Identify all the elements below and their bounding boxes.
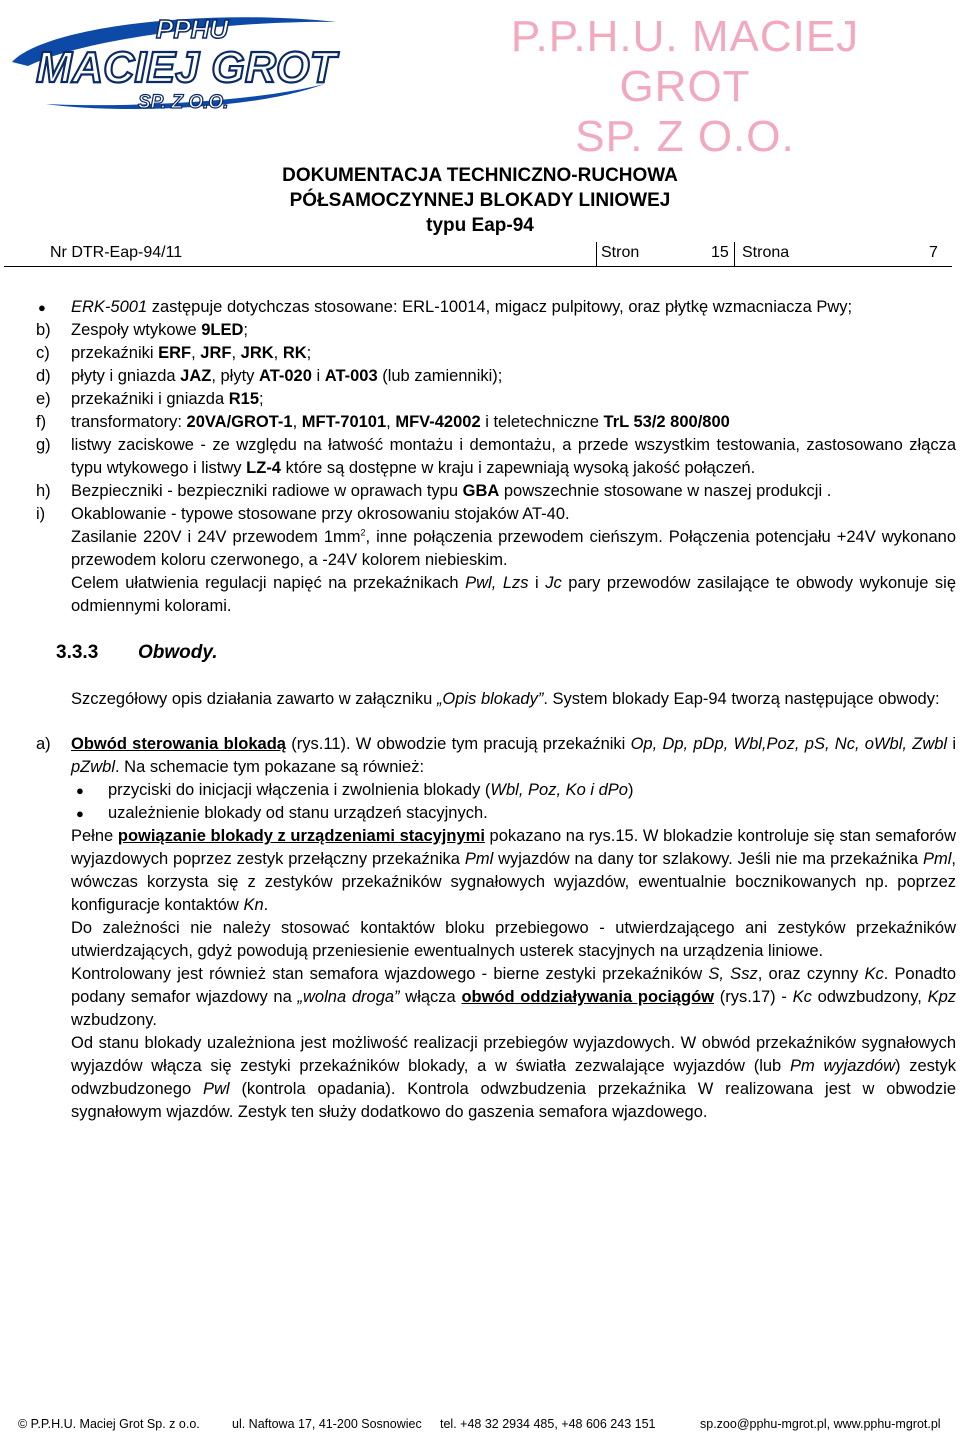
text-run: wzbudzony. [71, 1011, 157, 1029]
list-item [4, 480, 956, 503]
text-run: (kontrola opadania). Kontrola odwzbudzenia przekaźnika W realizowana jest w obwodzie sygnałowym wjazdów. Zestyk ten służy dodatkowo do gaszenia semafora wjazdowego. [71, 1080, 956, 1121]
text-run: zastępuje dotychczas stosowane: ERL-10014, migacz pulpitowy, oraz płytkę wzmacniacza Pwy; [147, 298, 853, 316]
text-run: przekaźniki i gniazda [71, 390, 229, 408]
text-run: listwy zaciskowe - ze względu na łatwość montażu i demontażu, a przede wszystkim testowania, zastosowano złącza typu wtykowego i listwy [71, 436, 956, 477]
text-run: i [528, 574, 546, 592]
text-run: , [191, 344, 201, 362]
text-run: i [311, 367, 325, 385]
document-number: Nr DTR-Eap-94/11 [50, 244, 183, 261]
text-run: , płyty [211, 367, 260, 385]
list-marker: f) [36, 413, 47, 431]
paragraph [4, 963, 956, 1032]
logo-text-bottom: SP. Z O.O. [138, 92, 229, 113]
title-line1: DOKUMENTACJA TECHNICZNO-RUCHOWA [282, 165, 678, 186]
info-separator [734, 242, 735, 266]
text-run: 20VA/GROT-1 [186, 413, 293, 431]
footer-phone: tel. +48 32 2934 485, +48 606 243 151 [440, 1417, 656, 1431]
list-item [4, 365, 956, 388]
document-title [0, 163, 960, 238]
text-run: JRK [240, 344, 274, 362]
text-run: ; [259, 390, 264, 408]
list-item [4, 503, 956, 526]
text-run: JRF [200, 344, 232, 362]
text-run: S, Ssz [708, 965, 758, 983]
text-run: , oraz czynny [757, 965, 865, 983]
text-run: Kn [243, 896, 264, 914]
text-run: , [292, 413, 302, 431]
superscript: 2 [360, 527, 366, 538]
text-run: Celem ułatwienia regulacji napięć na przekaźnikach [71, 574, 466, 592]
text-run: uzależnienie blokady od stanu urządzeń stacyjnych. [108, 804, 488, 822]
text-run: włącza [399, 988, 462, 1006]
list-item [4, 733, 956, 779]
text-run: powszechnie stosowane w naszej produkcji . [499, 482, 832, 500]
text-run: „Opis blokady” [436, 690, 544, 708]
text-run: powiązanie blokady z urządzeniami stacyjnymi [117, 827, 485, 845]
logo-text-middle: MACIEJ GROT [36, 43, 340, 92]
list-marker: a) [36, 735, 51, 753]
text-run: Op, Dp, pDp, Wbl,Poz, pS, Nc, oWbl, Zwbl [630, 735, 948, 753]
paragraph [4, 526, 956, 572]
company-name-line1: P.P.H.U. MACIEJ GROT [510, 12, 860, 111]
bullet-icon: ● [76, 806, 84, 821]
section-title: Obwody. [138, 642, 218, 663]
text-run: R15 [228, 390, 260, 408]
document-info-bar [4, 242, 952, 267]
paragraph [4, 688, 956, 711]
info-separator [596, 242, 597, 266]
text-run: płyty i gniazda [71, 367, 181, 385]
text-run: Pml [923, 850, 952, 868]
pages-label: Stron [601, 244, 640, 261]
list-item [4, 779, 956, 802]
page-label: Strona [742, 244, 790, 261]
text-run: Pwl, Lzs [465, 574, 529, 592]
text-run: , inne połączenia przewodem cieńszym. Połączenia potencjału +24V wykonano przewodem koloru czerwonego, a -24V kolorem niebieskim. [71, 528, 957, 569]
list-item [4, 434, 956, 480]
list-marker: b) [36, 321, 51, 339]
section-heading [4, 640, 956, 666]
text-run: Zasilanie 220V i 24V przewodem 1mm [71, 528, 361, 546]
text-run: Okablowanie - typowe stosowane przy okrosowaniu stojaków AT-40. [71, 505, 570, 523]
text-run: . System blokady Eap-94 tworzą następujące obwody: [543, 690, 940, 708]
text-run: 9LED [201, 321, 244, 339]
text-run: , [231, 344, 241, 362]
list-marker: e) [36, 390, 51, 408]
page-number: 7 [929, 244, 938, 261]
paragraph [4, 1032, 956, 1124]
text-run: RK [282, 344, 307, 362]
text-run: pokazano na rys.15. W blokadzie kontroluje się stan semaforów wyjazdowych poprzez zestyk przełączny przekaźnika [71, 827, 956, 868]
company-logo [6, 4, 346, 114]
text-run: , wówczas korzysta się z zestyków przekaźników sygnałowych wyjazdów, ewentualnie bocznikowanych np. poprzez konfiguracje kontaktów [71, 850, 957, 914]
text-run: ERF [158, 344, 192, 362]
logo-text-top: PPHU [156, 14, 229, 44]
text-run: transformatory: [71, 413, 187, 431]
company-name-line2: SP. Z O.O. [575, 112, 795, 161]
text-run: MFV-42002 [395, 413, 481, 431]
list-item [4, 388, 956, 411]
text-run: Pełne [71, 827, 118, 845]
section-number: 3.3.3 [56, 642, 99, 663]
text-run: ; [243, 321, 248, 339]
text-run: . Ponadto podany semafor wjazdowy na [71, 965, 957, 1006]
text-run: Wbl, Poz, Ko i dPo [490, 781, 628, 799]
paragraph [4, 917, 956, 963]
list-marker: g) [36, 436, 51, 454]
list-marker: d) [36, 367, 51, 385]
text-run: TrL 53/2 800/800 [603, 413, 730, 431]
text-run: (rys.17) - [713, 988, 793, 1006]
list-item [4, 411, 956, 434]
text-run: , [386, 413, 396, 431]
document-body [4, 296, 956, 1124]
text-run: „wolna droga” [297, 988, 400, 1006]
text-run: pZwbl [71, 758, 116, 776]
list-marker: c) [36, 344, 50, 362]
text-run: Kc [792, 988, 812, 1006]
text-run: wyjazdów na dany tor szlakowy. Jeśli nie ma przekaźnika [493, 850, 923, 868]
list-item [4, 296, 956, 319]
text-run: Szczegółowy opis działania zawarto w załączniku [71, 690, 437, 708]
bullet-icon: ● [76, 783, 84, 798]
text-run: i teletechniczne [480, 413, 604, 431]
text-run: Pwl [203, 1080, 230, 1098]
text-run: Do zależności nie należy stosować kontaktów bloku przebiegowo - utwierdzającego ani zestyków przekaźników utwierdzających, gdyż powodują przeniesienie ewentualnych usterek stacyjnych na urządzenia liniowe. [71, 919, 956, 960]
text-run: Pm wyjazdów [789, 1057, 895, 1075]
text-run: . Na schemacie tym pokazane są również: [115, 758, 425, 776]
list-item [4, 319, 956, 342]
text-run: , [273, 344, 283, 362]
text-run: AT-003 [324, 367, 378, 385]
text-run: obwód oddziaływania pociągów [461, 988, 714, 1006]
text-run: JAZ [180, 367, 212, 385]
text-run: pary przewodów zasilające te obwody wykonuje się odmiennymi kolorami. [71, 574, 956, 615]
text-run: GBA [462, 482, 500, 500]
list-marker: i) [36, 505, 46, 523]
text-run: . [263, 896, 269, 914]
footer-address: ul. Naftowa 17, 41-200 Sosnowiec [232, 1417, 422, 1431]
list-item [4, 802, 956, 825]
page-footer [0, 1417, 960, 1435]
footer-contact: sp.zoo@pphu-mgrot.pl, www.pphu-mgrot.pl [700, 1417, 941, 1431]
text-run: (lub zamienniki); [377, 367, 503, 385]
text-run: Bezpieczniki - bezpieczniki radiowe w oprawach typu [71, 482, 463, 500]
text-run: Obwód sterowania blokadą [71, 735, 286, 753]
text-run: LZ-4 [246, 459, 281, 477]
footer-copyright: © P.P.H.U. Maciej Grot Sp. z o.o. [18, 1417, 200, 1431]
text-run: ERK-5001 [71, 298, 148, 316]
list-item [4, 342, 956, 365]
text-run: Pml [464, 850, 494, 868]
text-run: Od stanu blokady uzależniona jest możliwość realizacji przebiegów wyjazdowych. W obwód przekaźników sygnałowych wyjazdów włącza się zestyki przekaźników blokady, a w światła zezwalające wyjazdów (lub [71, 1034, 956, 1075]
text-run: odwzbudzony, [811, 988, 928, 1006]
text-run: i [947, 735, 957, 753]
text-run: Jc [545, 574, 562, 592]
text-run: Kpz [927, 988, 956, 1006]
company-name [440, 12, 930, 162]
title-line2: PÓŁSAMOCZYNNEJ BLOKADY LINIOWEJ [289, 190, 671, 211]
text-run: MFT-70101 [301, 413, 387, 431]
text-run: które są dostępne w kraju i zapewniają wysoką jakość połączeń. [281, 459, 756, 477]
text-run: ) [627, 781, 634, 799]
paragraph [4, 825, 956, 917]
text-run: (rys.11). W obwodzie tym pracują przekaźniki [285, 735, 631, 753]
text-run: Kontrolowany jest również stan semafora wjazdowego - bierne zestyki przekaźników [71, 965, 709, 983]
text-run: przekaźniki [71, 344, 159, 362]
text-run: ; [306, 344, 312, 362]
list-marker: h) [36, 482, 51, 500]
title-line3: typu Eap-94 [426, 215, 534, 236]
pages-count: 15 [711, 244, 729, 261]
text-run: Zespoły wtykowe [71, 321, 202, 339]
text-run: AT-020 [259, 367, 312, 385]
text-run: ) zestyk odwzbudzonego [71, 1057, 956, 1098]
paragraph [4, 572, 956, 618]
bullet-icon: ● [38, 300, 46, 315]
text-run: Kc [864, 965, 884, 983]
text-run: przyciski do inicjacji włączenia i zwolnienia blokady ( [108, 781, 491, 799]
